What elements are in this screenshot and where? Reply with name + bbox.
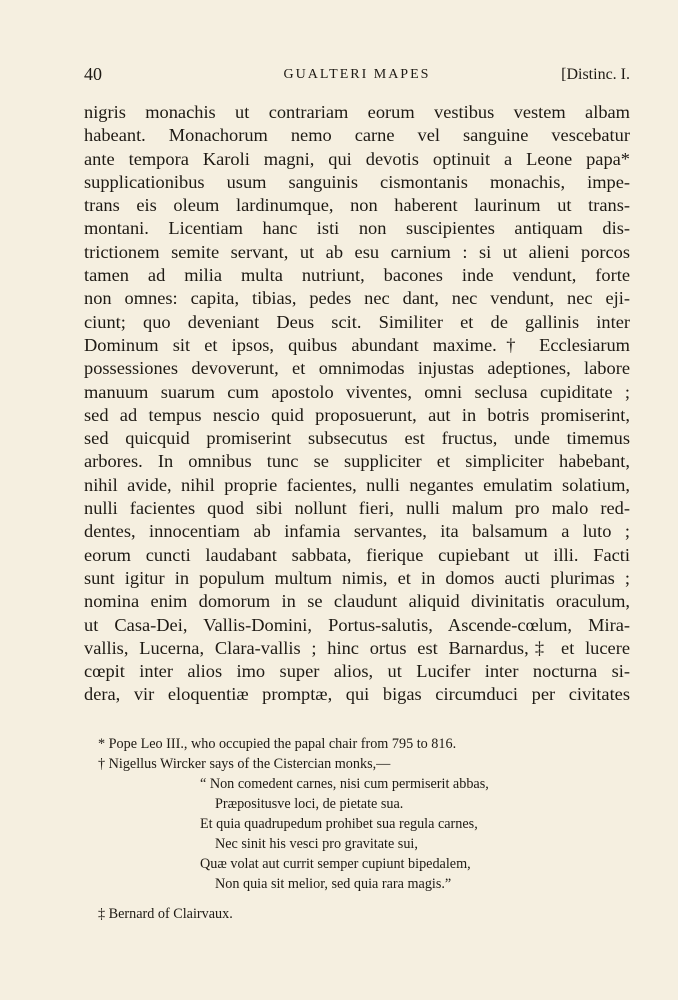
- text-line: arbores. In omnibus tunc se suppliciter et simpliciter habebant,: [84, 451, 630, 472]
- text-line: cœpit inter alios imo super alios, ut Lucifer inter nocturna si-: [84, 661, 630, 682]
- text-line: ciunt; quo deveniant Deus scit. Similiter et de gallinis inter: [84, 311, 630, 332]
- verse-line: Præpositusve loci, de pietate sua.: [215, 796, 404, 812]
- main-text: [84, 101, 630, 707]
- text-line: ante tempora Karoli magni, qui devotis optinuit a Leone papa*: [84, 148, 630, 169]
- text-line: sunt igitur in populum multum nimis, et in domos aucti plurimas ;: [84, 567, 630, 588]
- text-line: possessiones devoverunt, et omnimodas injustas adeptiones, labore: [84, 358, 630, 379]
- text-line: supplicationibus usum sanguinis cismontanis monachis, impe-: [84, 171, 630, 192]
- text-line: nigris monachis ut contrariam eorum vestibus vestem albam: [84, 102, 630, 122]
- text-line: nomina enim domorum in se claudunt aliquid divinitatis oraculum,: [84, 591, 630, 612]
- verse-line: “ Non comedent carnes, nisi cum permiserit abbas,: [200, 776, 489, 792]
- text-line: eorum cuncti laudabant sabbata, fierique cupiebant ut illi. Facti: [84, 544, 630, 565]
- verse-line: Nec sinit his vesci pro gravitate sui,: [215, 836, 418, 852]
- verse-line: Non quia sit melior, sed quia rara magis.”: [215, 876, 452, 892]
- page-header: [84, 64, 630, 94]
- text-line: nulli facientes quod sibi nollunt fieri, nulli malum pro malo red-: [84, 498, 630, 519]
- footnote-pope-leo: * Pope Leo III., who occupied the papal chair from 795 to 816.: [98, 736, 457, 752]
- text-line: dera, vir eloquentiæ promptæ, qui bigas circumduci per civitates: [84, 684, 630, 705]
- section-label: [Distinc. I.: [561, 66, 630, 83]
- text-line: tamen ad milia multa nutriunt, bacones inde vendunt, forte: [84, 265, 630, 286]
- footnote-bernard: ‡ Bernard of Clairvaux.: [98, 906, 233, 922]
- footnote-nigellus: † Nigellus Wircker says of the Cistercian monks,—: [98, 756, 391, 772]
- text-line: manuum suarum cum apostolo viventes, omni seclusa cupiditate ;: [84, 381, 630, 402]
- text-line: trans eis oleum lardinumque, non haberent laurinum ut trans-: [84, 195, 630, 216]
- running-title: GUALTERI MAPES: [283, 67, 431, 82]
- text-line: Dominum sit et ipsos, quibus abundant maxime.† Ecclesiarum: [84, 334, 630, 355]
- text-line: dentes, innocentiam ab infamia servantes, ita balsamum a luto ;: [84, 521, 630, 542]
- text-line: ut Casa-Dei, Vallis-Domini, Portus-salutis, Ascende-cœlum, Mira-: [84, 614, 630, 635]
- text-line: sed ad tempus nescio quid proposuerunt, aut in botris promiserint,: [84, 404, 630, 425]
- verse-line: Quæ volat aut currit semper cupiunt bipedalem,: [200, 856, 471, 872]
- text-line: vallis, Lucerna, Clara-vallis ; hinc ortus est Barnardus,‡ et lucere: [84, 637, 630, 658]
- page-number: 40: [84, 64, 102, 84]
- text-line: montani. Licentiam hanc isti non suscipientes antiquam dis-: [84, 218, 630, 239]
- verse-line: Et quia quadrupedum prohibet sua regula carnes,: [200, 816, 478, 832]
- footnotes: [84, 734, 630, 924]
- text-line: trictionem semite servant, ut ab esu carnium : si ut alieni porcos: [84, 241, 630, 262]
- text-line: non omnes: capita, tibias, pedes nec dant, nec vendunt, nec eji-: [84, 288, 630, 309]
- text-line: sed quicquid promiserint subsecutus est fructus, unde timemus: [84, 428, 630, 449]
- text-line: nihil avide, nihil proprie facientes, nulli negantes emulatim solatium,: [84, 474, 630, 495]
- text-line: habeant. Monachorum nemo carne vel sanguine vescebatur: [84, 125, 630, 146]
